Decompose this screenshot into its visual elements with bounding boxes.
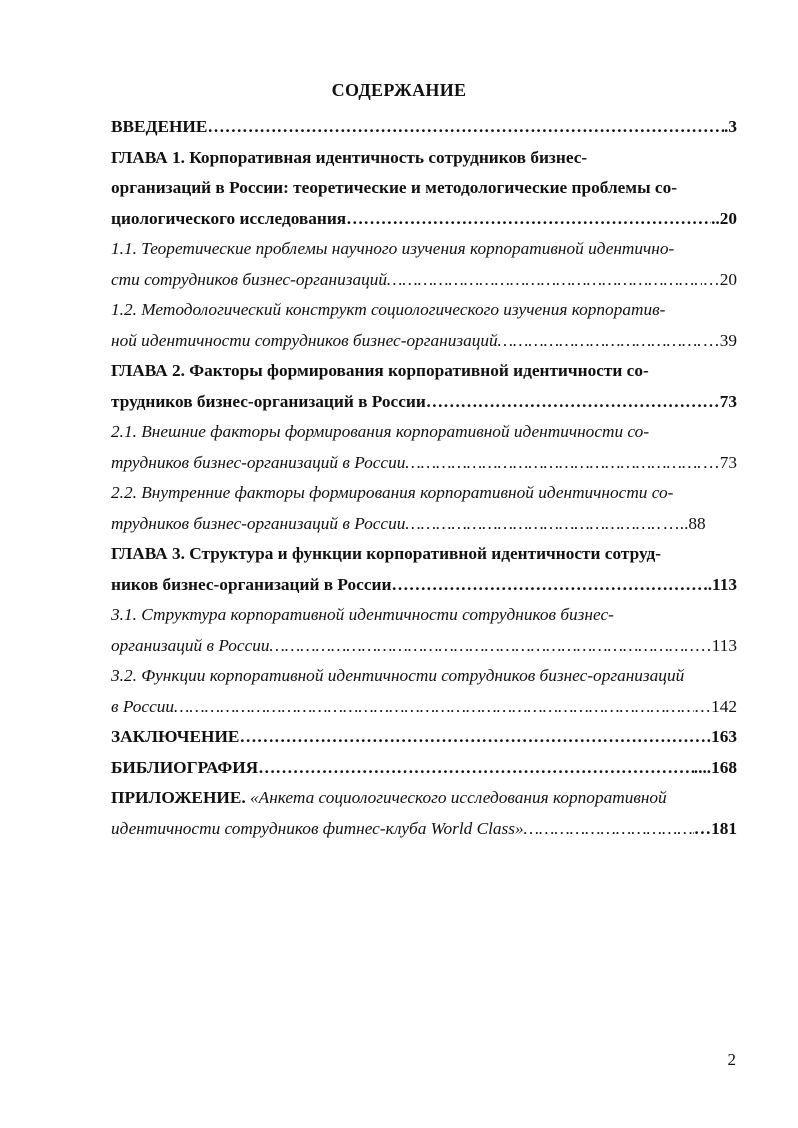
toc-page-number: 163 (711, 727, 737, 746)
toc-entry-section-2-1[interactable] (111, 417, 737, 478)
toc-line (111, 814, 737, 845)
toc-line (111, 265, 737, 296)
toc-entry-title: сти сотрудников бизнес-организаций (111, 269, 388, 289)
toc-page-number: …113 (694, 635, 737, 655)
toc-entry-title: трудников бизнес-организаций в России (111, 452, 406, 472)
toc-line: организаций в России: теоретические и методологические проблемы со- (111, 178, 677, 197)
toc-line: ГЛАВА 1. Корпоративная идентичность сотрудников бизнес- (111, 147, 588, 167)
toc-page-number: 73 (719, 391, 737, 411)
toc-line (111, 112, 737, 143)
toc-entry-title: БИБЛИОГРАФИЯ (111, 757, 259, 777)
toc-entry-appendix[interactable] (111, 783, 737, 844)
toc-entry-title: циологического исследования (111, 208, 347, 228)
toc-line (111, 722, 737, 753)
dot-leader (387, 265, 702, 296)
toc-line: 2.2. Внутренние факторы формирования корпоративной идентичности со- (111, 483, 674, 502)
toc-line (111, 783, 737, 814)
toc-entry-title: идентичности сотрудников фитнес-клуба World Class» (111, 818, 524, 838)
toc-entry-section-3-2[interactable] (111, 661, 737, 722)
toc-title: СОДЕРЖАНИЕ (331, 80, 467, 100)
toc-line (111, 509, 706, 540)
toc-entry-section-2-2[interactable] (111, 478, 737, 539)
page-number: 2 (727, 1050, 736, 1069)
toc-entry-title: ЗАКЛЮЧЕНИЕ (111, 727, 240, 746)
toc-line (111, 570, 737, 601)
toc-page-number: ..20 (711, 208, 737, 228)
toc-entry-section-3-1[interactable] (111, 600, 737, 661)
toc-line: 3.2. Функции корпоративной идентичности сотрудников бизнес-организаций (111, 666, 685, 685)
toc-entry-intro[interactable] (111, 112, 737, 143)
toc-entry-title: трудников бизнес-организаций в России (111, 513, 406, 533)
toc-page-number: …181 (693, 818, 737, 838)
dot-leader (270, 631, 695, 662)
appendix-title-part: «Анкета социологического исследования корпоративной (245, 788, 667, 807)
toc-line: 1.2. Методологический конструкт социологического изучения корпоратив- (111, 300, 666, 319)
toc-line (111, 753, 737, 784)
toc-page-number: …73 (702, 452, 737, 472)
toc-entry-title: трудников бизнес-организаций в России (111, 391, 426, 411)
dot-leader (258, 753, 694, 784)
dot-leader (174, 692, 694, 723)
toc-page-number: ....168 (693, 757, 737, 777)
toc-page-number: …20 (702, 269, 737, 289)
toc-entry-bibliography[interactable] (111, 753, 737, 784)
toc-line (111, 204, 737, 235)
toc-entry-chapter-2[interactable] (111, 356, 737, 417)
toc-entry-chapter-3[interactable] (111, 539, 737, 600)
toc-entry-section-1-2[interactable] (111, 295, 737, 356)
dot-leader (405, 509, 662, 540)
toc-page-number: ..113 (703, 574, 737, 594)
toc-line (111, 692, 737, 723)
toc-page-number: …..88 (662, 513, 706, 533)
toc-entry-section-1-1[interactable] (111, 234, 737, 295)
toc-entry-title: в России (111, 696, 175, 716)
toc-entry-conclusion[interactable] (111, 722, 737, 753)
toc-line (111, 326, 737, 357)
toc-line: 1.1. Теоретические проблемы научного изучения корпоративной идентично- (111, 239, 675, 258)
toc-line (111, 448, 737, 479)
dot-leader (239, 722, 711, 753)
table-of-contents (111, 112, 737, 844)
dot-leader (524, 814, 694, 845)
toc-page-number: …39 (702, 330, 737, 350)
dot-leader (426, 387, 720, 418)
appendix-label: ПРИЛОЖЕНИЕ. (111, 788, 246, 807)
toc-line: ГЛАВА 3. Структура и функции корпоративной идентичности сотруд- (111, 544, 662, 563)
toc-line: ГЛАВА 2. Факторы формирования корпоративной идентичности со- (111, 361, 649, 380)
dot-leader (346, 204, 711, 235)
dot-leader (498, 326, 703, 357)
dot-leader (207, 112, 724, 143)
toc-line (111, 387, 737, 418)
toc-line: 3.1. Структура корпоративной идентичности сотрудников бизнес- (111, 605, 614, 624)
toc-page-number: .3 (724, 117, 737, 136)
toc-line: 2.1. Внешние факторы формирования корпоративной идентичности со- (111, 422, 650, 441)
toc-entry-title: ной идентичности сотрудников бизнес-организаций (111, 330, 498, 350)
toc-entry-chapter-1[interactable] (111, 143, 737, 235)
toc-page-number: …142 (693, 696, 737, 716)
toc-entry-title: ВВЕДЕНИЕ (111, 117, 208, 136)
dot-leader (405, 448, 702, 479)
toc-entry-title: организаций в России (111, 635, 270, 655)
toc-line (111, 631, 737, 662)
toc-entry-title: ников бизнес-организаций в России (111, 574, 392, 594)
dot-leader (391, 570, 703, 601)
